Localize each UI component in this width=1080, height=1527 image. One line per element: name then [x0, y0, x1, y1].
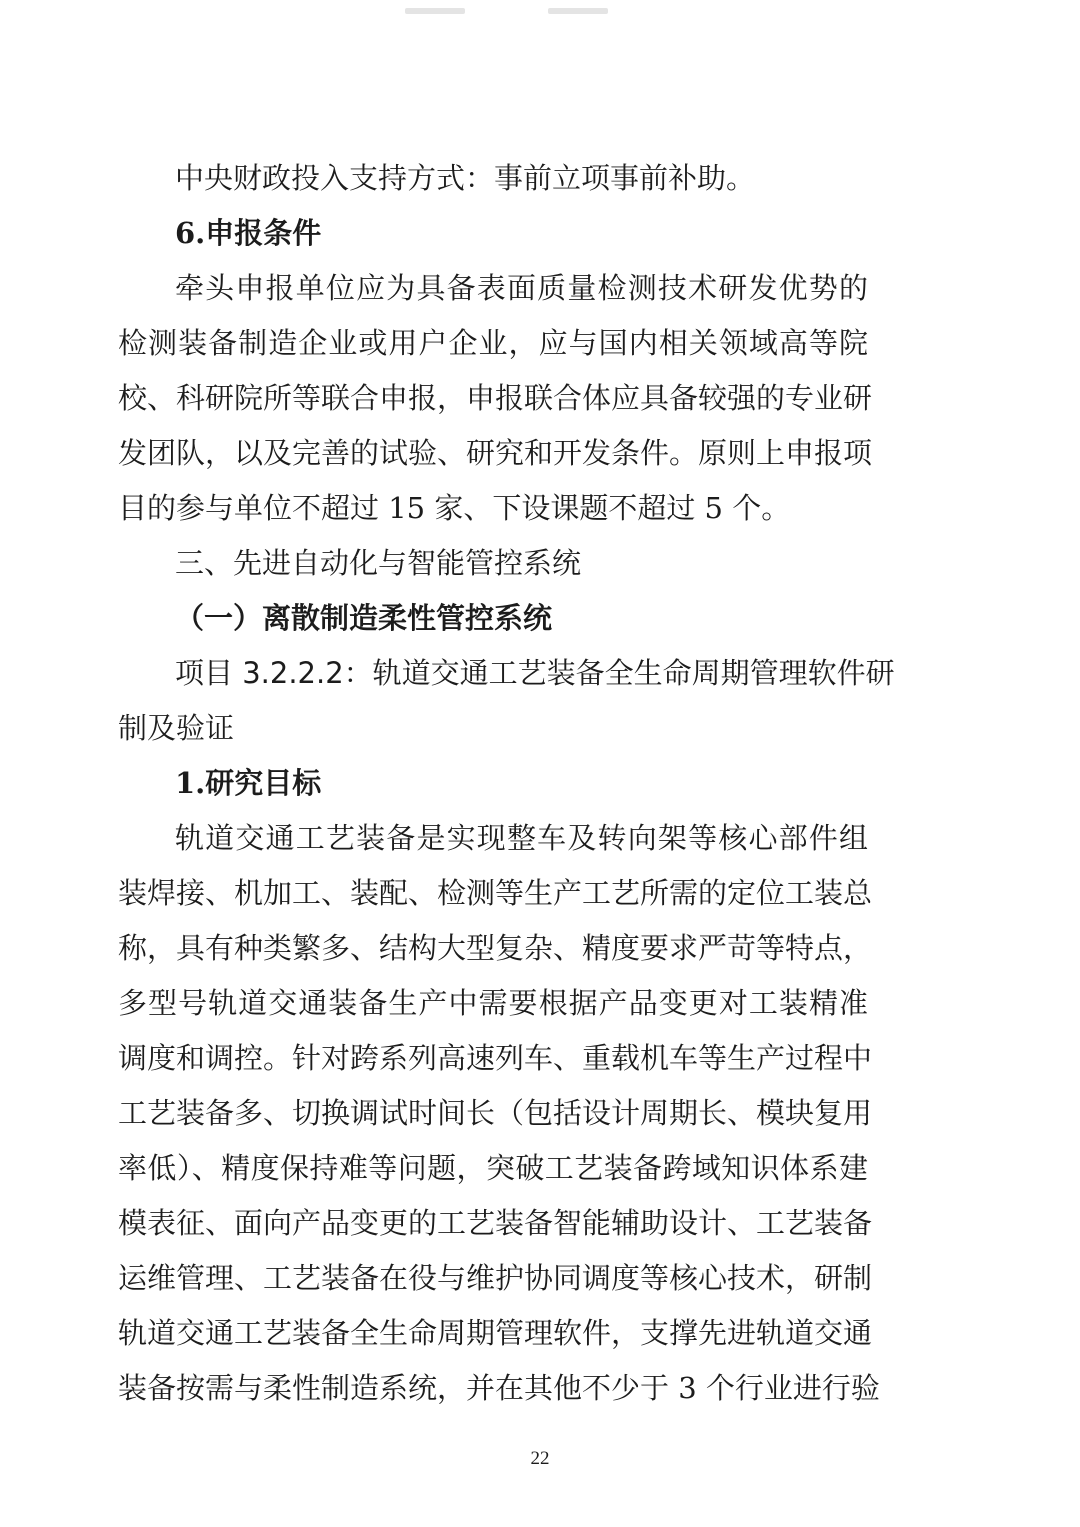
paragraph-line: 轨道交通工艺装备全生命周期管理软件，支撑先进轨道交通 [118, 1316, 873, 1350]
chapter-heading: 三、先进自动化与智能管控系统 [175, 546, 582, 580]
paragraph-line: 多型号轨道交通装备生产中需要根据产品变更对工装精准 [118, 986, 868, 1020]
project-title-line: 项目 3.2.2.2：轨道交通工艺装备全生命周期管理软件研 [175, 656, 895, 690]
paragraph-line: 轨道交通工艺装备是实现整车及转向架等核心部件组 [175, 821, 868, 855]
section-heading-research-goals: 1.研究目标 [175, 766, 322, 800]
paragraph-line: 模表征、面向产品变更的工艺装备智能辅助设计、工艺装备 [118, 1206, 873, 1240]
paragraph-line: 调度和调控。针对跨系列高速列车、重载机车等生产过程中 [118, 1041, 873, 1075]
subsection-heading: （一）离散制造柔性管控系统 [175, 601, 553, 635]
paragraph-line: 率低）、精度保持难等问题，突破工艺装备跨域知识体系建 [118, 1151, 868, 1185]
paragraph-line: 目的参与单位不超过 15 家、下设课题不超过 5 个。 [118, 491, 791, 525]
paragraph-line: 称，具有种类繁多、结构大型复杂、精度要求严苛等特点， [118, 931, 873, 965]
page-number: 22 [530, 1448, 550, 1469]
paragraph-line: 装焊接、机加工、装配、检测等生产工艺所需的定位工装总 [118, 876, 873, 910]
paragraph-line: 校、科研院所等联合申报，申报联合体应具备较强的专业研 [118, 381, 873, 415]
paragraph-line: 工艺装备多、切换调试时间长（包括设计周期长、模块复用 [118, 1096, 873, 1130]
paragraph-line: 装备按需与柔性制造系统，并在其他不少于 3 个行业进行验 [118, 1371, 880, 1405]
paragraph-line: 检测装备制造企业或用户企业，应与国内相关领域高等院 [118, 326, 868, 360]
scan-artifact [548, 8, 608, 14]
paragraph-line: 牵头申报单位应为具备表面质量检测技术研发优势的 [175, 271, 868, 305]
section-heading-application-conditions: 6.申报条件 [175, 216, 322, 250]
funding-method-line: 中央财政投入支持方式：事前立项事前补助。 [175, 161, 756, 195]
scan-artifact [405, 8, 465, 14]
paragraph-line: 运维管理、工艺装备在役与维护协同调度等核心技术，研制 [118, 1261, 873, 1295]
project-title-line: 制及验证 [118, 711, 235, 745]
paragraph-line: 发团队，以及完善的试验、研究和开发条件。原则上申报项 [118, 436, 873, 470]
